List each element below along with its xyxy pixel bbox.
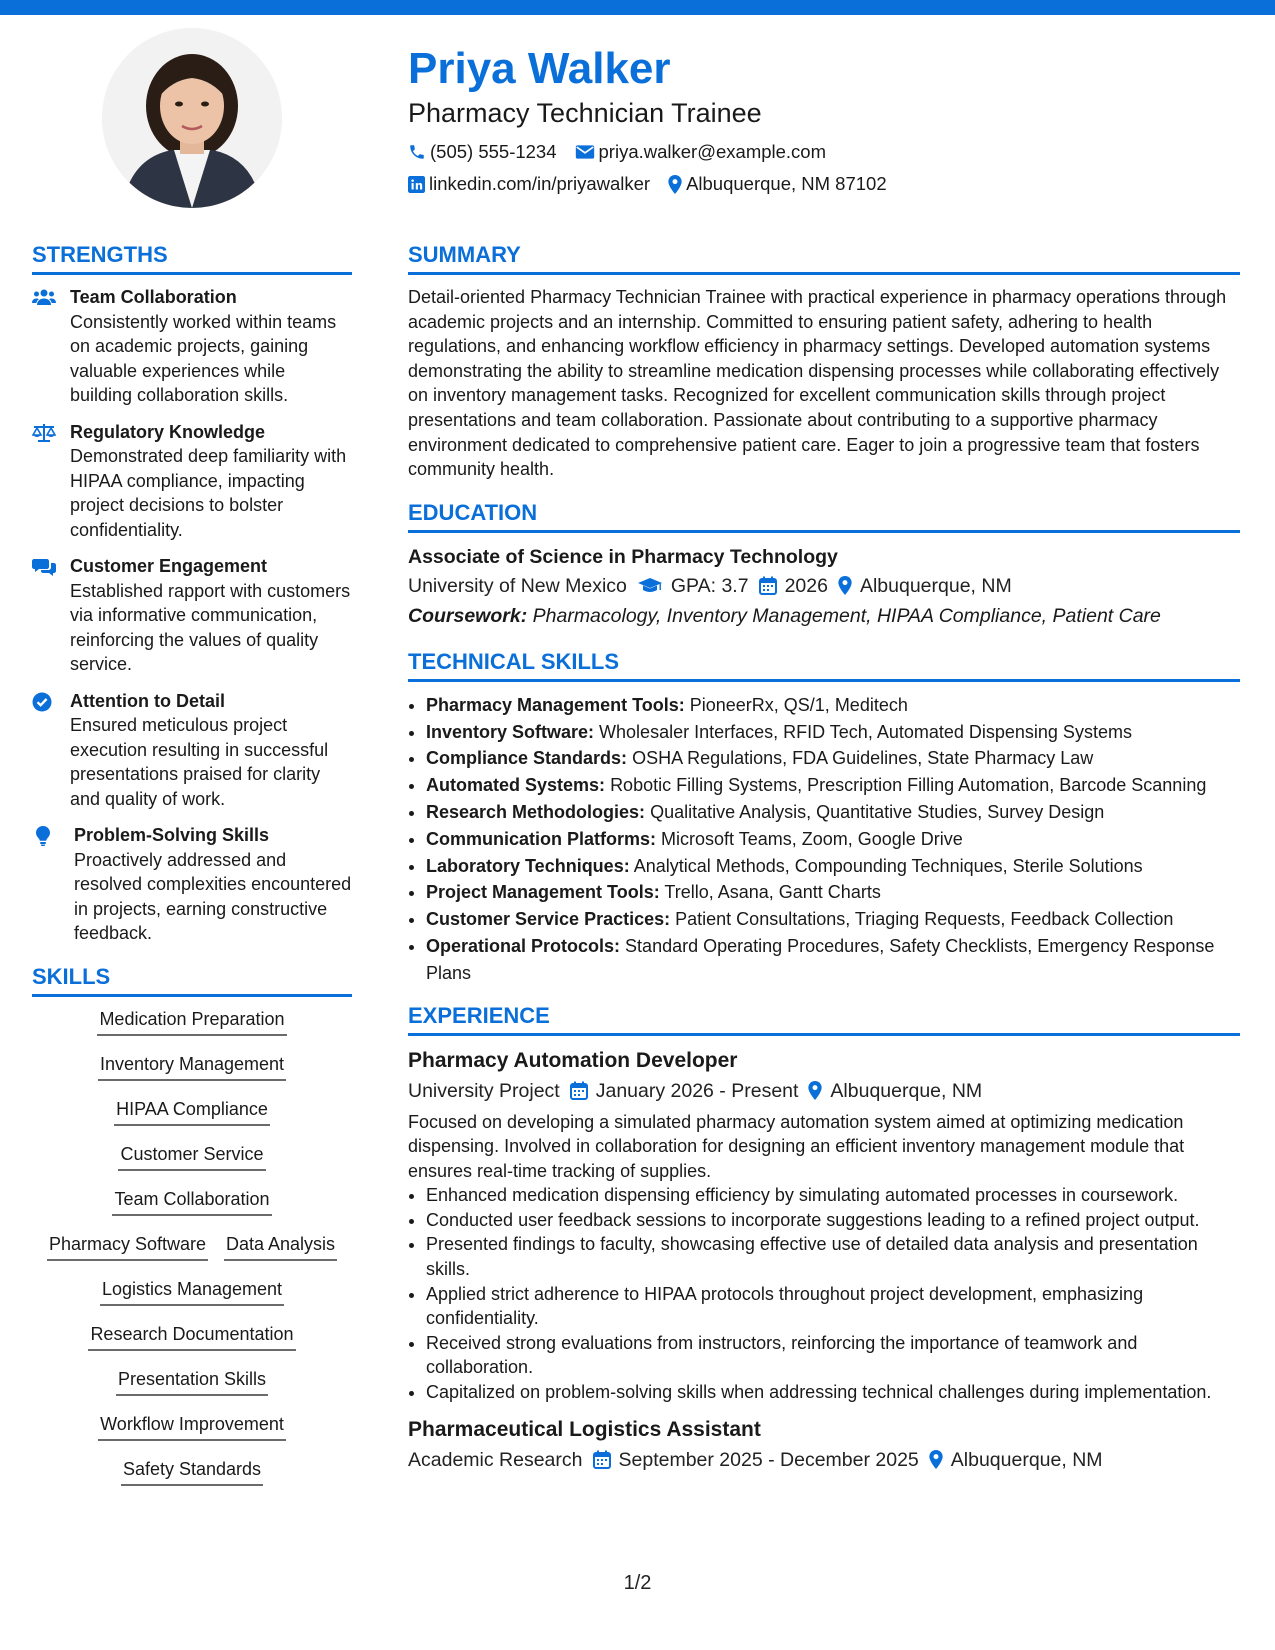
linkedin-text: linkedin.com/in/priyawalker xyxy=(429,173,651,194)
top-accent-bar xyxy=(0,0,1275,15)
list-item xyxy=(426,933,1240,987)
tech-skill-label: Communication Platforms: xyxy=(426,828,657,849)
list-item xyxy=(426,799,1240,826)
technical-skills-heading: TECHNICAL SKILLS xyxy=(408,647,1240,682)
calendar-icon xyxy=(593,1450,611,1469)
strength-item xyxy=(32,420,352,543)
strength-item xyxy=(32,285,352,408)
linkedin-icon xyxy=(408,176,425,193)
graduation-cap-icon xyxy=(637,577,663,595)
scale-icon xyxy=(32,423,56,443)
job-entry xyxy=(408,1415,1240,1475)
job-org xyxy=(408,1076,560,1106)
tech-skill-label: Pharmacy Management Tools: xyxy=(426,694,685,715)
list-item xyxy=(426,826,1240,853)
education-heading: EDUCATION xyxy=(408,498,1240,533)
list-item: • Applied strict adherence to HIPAA protocols throughout project development, emphasizing confidentiality. xyxy=(426,1282,1240,1331)
job-meta xyxy=(408,1076,1240,1106)
job-meta xyxy=(408,1445,1240,1475)
tech-skill-value: Standard Operating Procedures, Safety Checklists, Emergency Response Plans xyxy=(426,935,1215,983)
calendar-icon xyxy=(759,576,777,595)
phone-contact[interactable] xyxy=(408,141,557,163)
tech-skill-label: Inventory Software: xyxy=(426,721,595,742)
tech-skill-label: Laboratory Techniques: xyxy=(426,855,630,876)
calendar-icon xyxy=(570,1081,588,1100)
tech-skill-label: Operational Protocols: xyxy=(426,935,621,956)
summary-text: Detail-oriented Pharmacy Technician Trainee with practical experience in pharmacy operations through academic projects and an internship. Committed to ensuring patient safety, adhering to health regulations, and enhancing workflow efficiency in pharmacy settings. Developed automation systems demonstrating the ability to streamline medication dispensing processes while collaborating effectively on inventory management tasks. Recognized for excellent communication skills through project presentations and team collaboration. Passionate about contributing to a supportive pharmacy environment dedicated to comprehensive patient care. Eager to join a progressive team that fosters community health. xyxy=(408,287,1227,480)
job-bullets xyxy=(408,1183,1240,1404)
tech-skill-label: Project Management Tools: xyxy=(426,882,660,903)
tech-skill-value: Wholesaler Interfaces, RFID Tech, Automated Dispensing Systems xyxy=(599,721,1132,742)
tech-skill-value: Robotic Filling Systems, Prescription Filling Automation, Barcode Scanning xyxy=(610,775,1207,796)
school-name xyxy=(408,571,627,601)
skill-tag: Medication Preparation xyxy=(97,1007,286,1036)
left-column xyxy=(32,240,352,1502)
strength-title: Problem-Solving Skills xyxy=(74,825,270,845)
coursework-list: Pharmacology, Inventory Management, HIPAA Compliance, Patient Care xyxy=(532,604,1161,627)
coursework xyxy=(408,601,1240,631)
check-circle-icon xyxy=(32,692,52,712)
page-number: 1/2 xyxy=(623,1572,652,1594)
tech-skill-label: Research Methodologies: xyxy=(426,801,646,822)
strength-item xyxy=(32,689,352,812)
graduation-year xyxy=(759,571,828,601)
job-org-text: University Project xyxy=(408,1079,560,1102)
job-location xyxy=(929,1445,1103,1475)
list-item xyxy=(426,772,1240,799)
linkedin-contact[interactable] xyxy=(408,173,650,195)
job-description: Focused on developing a simulated pharmacy automation system aimed at optimizing medication dispensing. Involved in collaboration for designing an efficient inventory management module that ensures real-time tracking of supplies. xyxy=(408,1111,1185,1181)
tech-skill-value: Analytical Methods, Compounding Techniques, Sterile Solutions xyxy=(633,855,1143,876)
users-icon xyxy=(32,288,56,306)
list-item xyxy=(426,692,1240,719)
skill-tag: Workflow Improvement xyxy=(98,1412,286,1441)
map-pin-icon xyxy=(668,175,682,194)
email-contact[interactable] xyxy=(575,141,827,163)
right-column xyxy=(408,240,1240,1475)
strength-item xyxy=(32,823,352,946)
tech-skill-label: Compliance Standards: xyxy=(426,748,628,769)
tech-skill-value: Qualitative Analysis, Quantitative Studies, Survey Design xyxy=(650,801,1105,822)
skill-tag: Pharmacy Software xyxy=(47,1232,208,1261)
location-text: Albuquerque, NM 87102 xyxy=(686,173,887,194)
education-meta xyxy=(408,571,1240,601)
list-item: • Enhanced medication dispensing efficiency by simulating automated processes in coursework. xyxy=(426,1183,1240,1208)
map-pin-icon xyxy=(838,576,852,595)
school-text: University of New Mexico xyxy=(408,574,627,597)
strength-desc: Demonstrated deep familiarity with HIPAA compliance, impacting project decisions to bolster confidentiality. xyxy=(70,446,347,540)
envelope-icon xyxy=(575,144,595,160)
job-location-text: Albuquerque, NM xyxy=(950,1448,1103,1471)
job-org xyxy=(408,1445,583,1475)
strength-desc: Established rapport with customers via informative communication, reinforcing the values of quality service. xyxy=(70,580,351,674)
tech-skill-value: Patient Consultations, Triaging Requests, Feedback Collection xyxy=(675,909,1174,930)
list-item: • Presented findings to faculty, showcasing effective use of detailed data analysis and presentation skills. xyxy=(426,1232,1240,1281)
tech-skill-value: OSHA Regulations, FDA Guidelines, State Pharmacy Law xyxy=(632,748,1094,769)
tech-skill-value: Trello, Asana, Gantt Charts xyxy=(664,882,881,903)
lightbulb-icon xyxy=(36,826,50,846)
skill-tag: Team Collaboration xyxy=(112,1187,271,1216)
education-location xyxy=(838,571,1012,601)
job-title: Pharmacy Automation Developer xyxy=(408,1048,738,1072)
strength-title: Regulatory Knowledge xyxy=(70,421,266,442)
coursework-label: Coursework: xyxy=(408,604,528,627)
job-title: Pharmaceutical Logistics Assistant xyxy=(408,1417,761,1441)
list-item: • Capitalized on problem-solving skills when addressing technical challenges during implementation. xyxy=(426,1380,1240,1405)
skill-tag: Inventory Management xyxy=(98,1052,286,1081)
list-item: • Conducted user feedback sessions to incorporate suggestions leading to a refined project output. xyxy=(426,1208,1240,1233)
job-dates xyxy=(570,1076,799,1106)
skill-tag: Presentation Skills xyxy=(116,1367,268,1396)
list-item xyxy=(426,906,1240,933)
location-contact xyxy=(668,173,887,195)
tech-skill-label: Customer Service Practices: xyxy=(426,909,671,930)
gpa-text: GPA: 3.7 xyxy=(670,574,749,597)
skill-tag: Customer Service xyxy=(118,1142,265,1171)
phone-icon xyxy=(408,143,426,161)
map-pin-icon xyxy=(929,1450,943,1469)
resume-header xyxy=(408,40,1228,200)
candidate-name: Priya Walker xyxy=(408,44,671,93)
tech-skill-value: PioneerRx, QS/1, Meditech xyxy=(689,694,908,715)
tech-skill-label: Automated Systems: xyxy=(426,775,606,796)
skill-tag: Safety Standards xyxy=(121,1457,263,1486)
education-location-text: Albuquerque, NM xyxy=(859,574,1012,597)
technical-skills-list xyxy=(408,692,1240,987)
contact-info xyxy=(408,136,1228,200)
phone-text: (505) 555-1234 xyxy=(430,141,557,162)
skill-tag: Logistics Management xyxy=(100,1277,284,1306)
strength-title: Team Collaboration xyxy=(70,287,237,307)
list-item xyxy=(426,853,1240,880)
job-org-text: Academic Research xyxy=(408,1448,583,1471)
list-item xyxy=(426,719,1240,746)
map-pin-icon xyxy=(808,1081,822,1100)
avatar xyxy=(102,28,282,208)
degree-title: Associate of Science in Pharmacy Technology xyxy=(408,545,838,568)
job-location-text: Albuquerque, NM xyxy=(830,1079,983,1102)
job-dates xyxy=(593,1445,919,1475)
gpa xyxy=(637,571,749,601)
skill-tag: HIPAA Compliance xyxy=(114,1097,270,1126)
summary-heading: SUMMARY xyxy=(408,240,1240,275)
job-location xyxy=(808,1076,982,1106)
comments-icon xyxy=(32,557,56,577)
experience-heading: EXPERIENCE xyxy=(408,1001,1240,1036)
skill-tag: Research Documentation xyxy=(88,1322,295,1351)
strength-item xyxy=(32,554,352,677)
year-text: 2026 xyxy=(784,574,828,597)
list-item xyxy=(426,745,1240,772)
candidate-title: Pharmacy Technician Trainee xyxy=(408,98,762,128)
strength-desc: Consistently worked within teams on academic projects, gaining valuable experiences while building collaboration skills. xyxy=(70,311,337,405)
strength-title: Attention to Detail xyxy=(70,690,225,711)
strength-title: Customer Engagement xyxy=(70,556,268,576)
strength-desc: Proactively addressed and resolved complexities encountered in projects, earning constructive feedback. xyxy=(74,849,352,943)
skill-tag: Data Analysis xyxy=(224,1232,337,1261)
list-item xyxy=(426,879,1240,906)
job-dates-text: January 2026 - Present xyxy=(595,1079,799,1102)
strength-desc: Ensured meticulous project execution resulting in successful presentations praised for clarity and quality of work. xyxy=(70,715,329,809)
skills-list xyxy=(32,1007,352,1502)
skills-heading: SKILLS xyxy=(32,962,352,997)
tech-skill-value: Microsoft Teams, Zoom, Google Drive xyxy=(661,828,963,849)
strengths-heading: STRENGTHS xyxy=(32,240,352,275)
job-dates-text: September 2025 - December 2025 xyxy=(618,1448,919,1471)
list-item: • Received strong evaluations from instructors, reinforcing the importance of teamwork and collaboration. xyxy=(426,1331,1240,1380)
job-entry xyxy=(408,1046,1240,1405)
email-text: priya.walker@example.com xyxy=(598,141,827,162)
